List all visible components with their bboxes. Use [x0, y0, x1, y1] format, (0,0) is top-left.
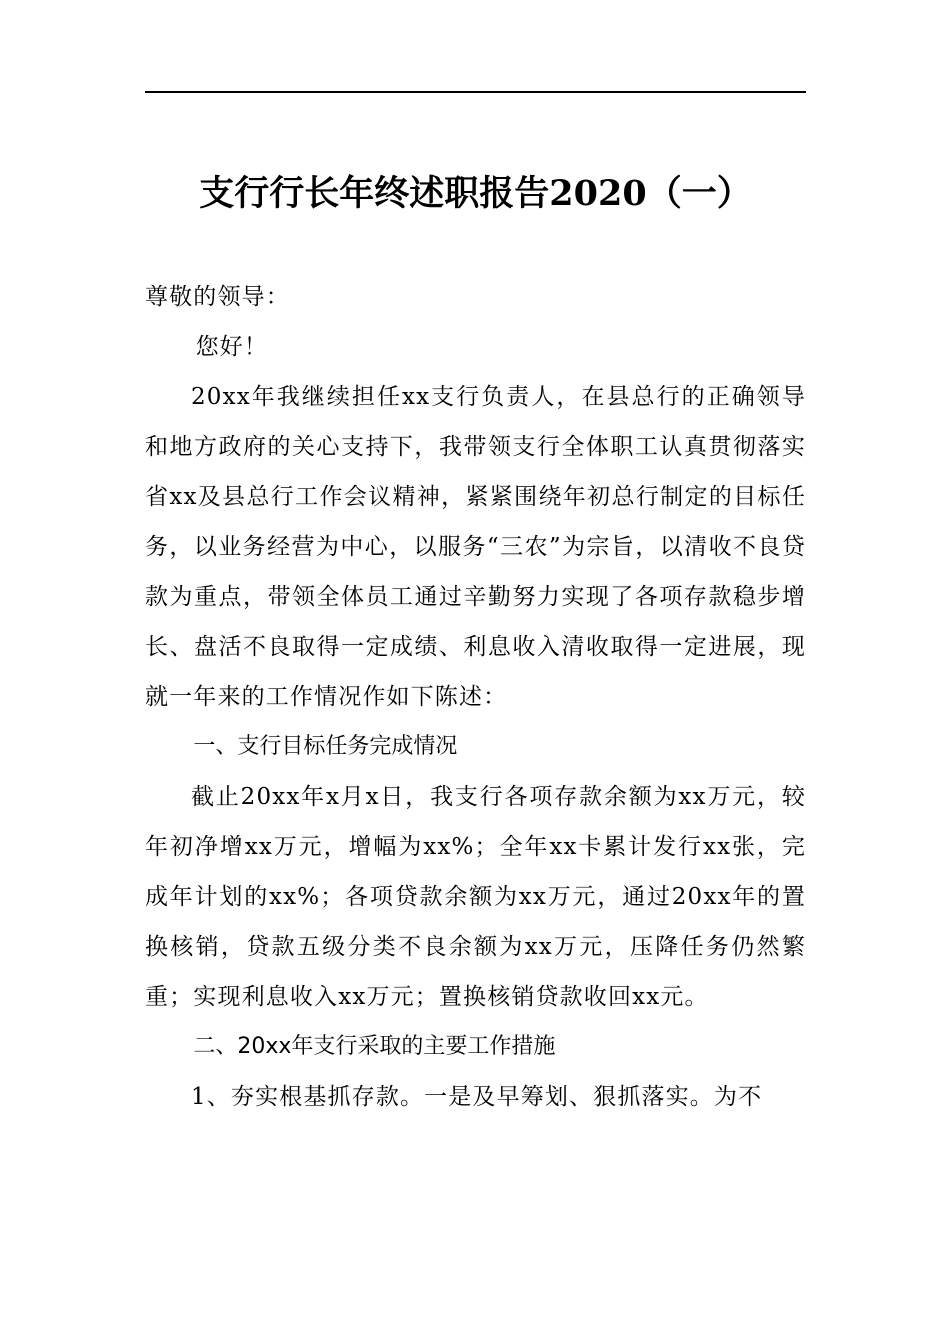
section-1-paragraph: 截止20xx年x月x日，我支行各项存款余额为xx万元，较年初净增xx万元，增幅为xx%；全年xx卡累计发行xx张，完成年计划的xx%；各项贷款余额为xx万元，通过20xx年的置换核销，贷款五级分类不良余额为xx万元，压降任务仍然繁重；实现利息收入xx万元；置换核销贷款收回xx元。	[145, 784, 806, 1010]
document-body	[145, 272, 806, 1122]
section-1-heading: 一、支行目标任务完成情况	[193, 734, 458, 759]
greeting: 您好！	[195, 334, 269, 360]
section-2-item-1: 1、夯实根基抓存款。一是及早筹划、狠抓落实。为不	[191, 1084, 763, 1110]
header-rule	[145, 91, 806, 93]
intro-paragraph: 20xx年我继续担任xx支行负责人，在县总行的正确领导和地方政府的关心支持下，我带领支行全体职工认真贯彻落实省xx及县总行工作会议精神，紧紧围绕年初总行制定的目标任务，以业务经营为中心，以服务“三农”为宗旨，以清收不良贷款为重点，带领全体员工通过辛勤努力实现了各项存款稳步增长、盘活不良取得一定成绩、利息收入清收取得一定进展，现就一年来的工作情况作如下陈述：	[145, 384, 806, 710]
document-title: 支行行长年终述职报告2020（一）	[199, 173, 752, 214]
salutation: 尊敬的领导：	[145, 284, 290, 310]
section-2-heading: 二、20xx年支行采取的主要工作措施	[193, 1034, 556, 1059]
